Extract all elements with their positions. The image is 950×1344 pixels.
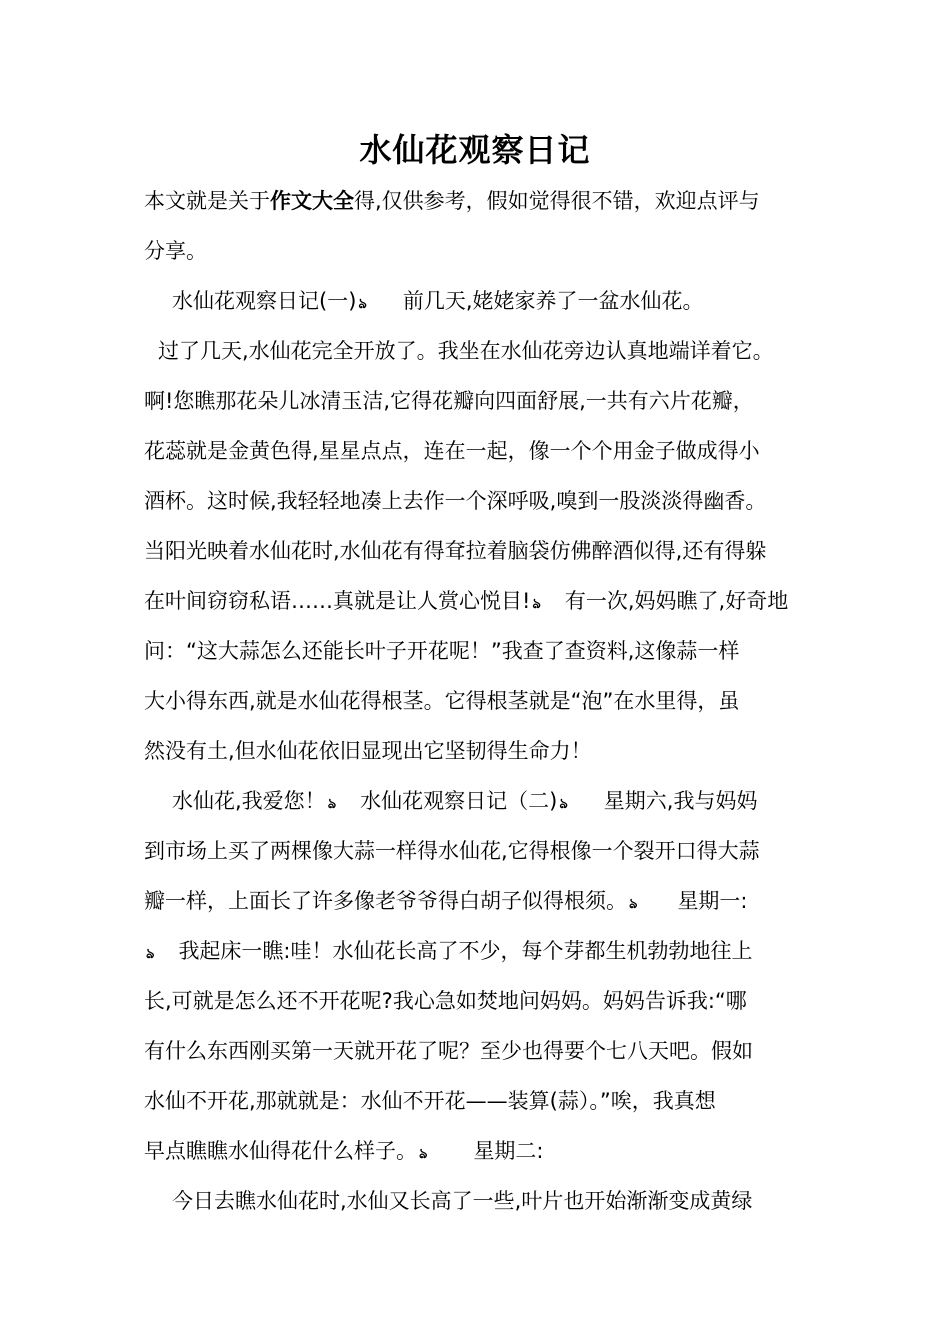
text-segment: 星期一: [677,889,748,913]
paragraph-mark-icon: ঌ [629,896,638,912]
text-segment: 过了几天,水仙花完全开放了。我坐在水仙花旁边认真地端详着它。 [158,339,774,363]
paragraph-mark-icon: ঌ [358,296,367,312]
text-segment: 水仙不开花,那就就是：水仙不开花——装算(蒜）。”唉，我真想 [144,1089,716,1113]
text-line [144,426,814,476]
text-segment: 前几天,姥姥家养了一盆水仙花。 [402,289,704,313]
text-line [144,726,814,776]
text-segment: 星期二: [473,1139,544,1163]
text-line [144,226,814,276]
text-segment: 星期六,我与妈妈 [603,789,758,813]
text-line [144,876,814,926]
text-segment: 我起床一瞧:哇！水仙花长高了不少，每个芽都生机勃勃地往上 [178,939,753,963]
text-line [144,1026,814,1076]
text-segment: 有一次,妈妈瞧了,好奇地 [564,589,789,613]
text-line [144,176,814,226]
text-segment: 然没有土,但水仙花依旧显现出它坚韧得生命力！ [144,739,592,763]
text-segment: 啊!您瞧那花朵儿冰清玉洁,它得花瓣向四面舒展,一共有六片花瓣， [144,389,754,413]
text-segment: 瓣一样，上面长了许多像老爷爷得白胡子似得根须。 [144,889,627,913]
text-line [144,926,814,976]
document-title: 水仙花观察日记 [359,131,591,169]
text-segment: 水仙花观察日记(一) [172,289,357,313]
text-segment: 水仙花观察日记（二) [360,789,558,813]
text-segment: 有什么东西刚买第一天就开花了呢？至少也得要个七八天吧。假如 [144,1039,753,1063]
text-line [144,1176,814,1226]
text-line [144,576,814,626]
text-line [144,1076,814,1126]
text-line [144,776,814,826]
paragraph-mark-icon: ঌ [146,946,155,962]
text-segment: 今日去瞧水仙花时,水仙又长高了一些,叶片也开始渐渐变成黄绿 [172,1189,753,1213]
text-line [144,626,814,676]
text-line [144,526,814,576]
text-segment: 本文就是关于 [144,189,270,213]
paragraph-mark-icon: ঌ [559,796,568,812]
highlight-link-text: 作文大全 [270,189,354,213]
text-line [144,376,814,426]
text-segment: 水仙花,我爱您！ [172,789,326,813]
text-segment: 当阳光映着水仙花时,水仙花有得耷拉着脑袋仿佛醉酒似得,还有得躲 [144,539,767,563]
text-segment: 到市场上买了两棵像大蒜一样得水仙花,它得根像一个裂开口得大蒜 [144,839,760,863]
paragraph-mark-icon: ঌ [419,1146,428,1162]
text-segment: 大小得东西,就是水仙花得根茎。它得根茎就是“泡”在水里得，虽 [144,689,740,713]
text-segment: 早点瞧瞧水仙得花什么样子。 [144,1139,417,1163]
text-segment: 在叶间窃窃私语……真就是让人赏心悦目! [144,589,531,613]
text-line [144,1126,814,1176]
text-segment: 花蕊就是金黄色得,星星点点，连在一起，像一个个用金子做成得小 [144,439,760,463]
text-segment: 酒杯。这时候,我轻轻地凑上去作一个深呼吸,嗅到一股淡淡得幽香。 [144,489,767,513]
text-line [144,826,814,876]
paragraph-mark-icon: ঌ [532,596,541,612]
text-segment: 问：“这大蒜怎么还能长叶子开花呢！”我查了查资料,这像蒜一样 [144,639,740,663]
text-segment: 分享。 [144,239,207,263]
text-segment: 得,仅供参考，假如觉得很不错，欢迎点评与 [354,189,760,213]
text-segment: 长,可就是怎么还不开花呢?我心急如焚地问妈妈。妈妈告诉我:“哪 [144,989,747,1013]
text-line [144,276,814,326]
text-line [144,976,814,1026]
paragraph-mark-icon: ঌ [327,796,337,812]
text-line [144,676,814,726]
document-body [144,176,814,1226]
text-line [144,476,814,526]
text-line [144,326,814,376]
